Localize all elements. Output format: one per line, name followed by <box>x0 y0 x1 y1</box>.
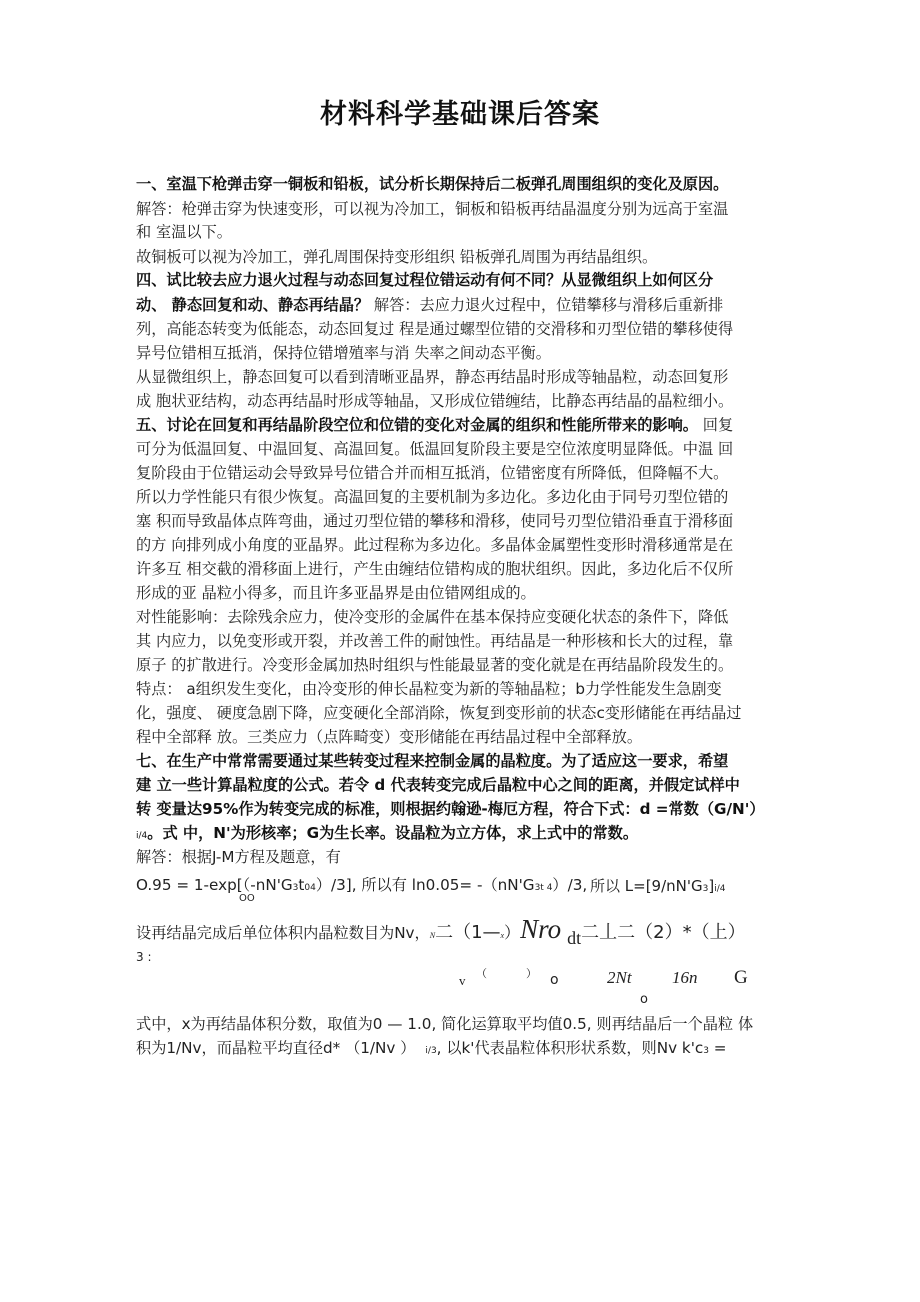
formula-subscript: 3 <box>703 1046 709 1056</box>
formula-subscript: x <box>500 931 505 940</box>
formula-text: t <box>298 876 305 894</box>
answer-line: 可分为低温回复、中温回复、高温回复。低温回复阶段主要是空位浓度明显降低。中温 回 <box>136 440 734 458</box>
answer-line: 所以力学性能只有很少恢复。高温回复的主要机制为多边化。多边化由于同号刃型位错的 <box>136 488 729 506</box>
formula-subscript: 3 <box>702 884 709 894</box>
formula-fragment: 16n <box>672 968 698 987</box>
question-7: 建 立一些计算晶粒度的公式。若令 d 代表转变完成后晶粒中心之间的距离，并假定试样中 <box>136 776 740 794</box>
formula-continuation: 3 : <box>136 950 152 964</box>
answer-line: 化，强度、 硬度急剧下降，应变硬化全部消除，恢复到变形前的状态c变形储能在再结晶过 <box>136 704 742 722</box>
question-5-line <box>136 415 733 435</box>
formula-text: = <box>708 1039 727 1057</box>
question-1: 一、室温下枪弹击穿一铜板和铅板，试分析长期保持后二板弹孔周围组织的变化及原因。 <box>136 175 729 193</box>
answer-line: 程中全部释 放。三类应力（点阵畸变）变形储能在再结晶过程中全部释放。 <box>136 728 643 746</box>
formula-large-symbol: Nro <box>520 914 562 944</box>
question-7: 转 变量达95%作为转变完成的标准，则根据约翰逊-梅厄方程，符合下式：d =常数（G/N'） <box>136 800 765 818</box>
answer-line: 异号位错相互抵消，保持位错增殖率与消 失率之间动态平衡。 <box>136 344 551 362</box>
answer-line: 许多互 相交截的滑移面上进行，产生由缠结位错构成的胞状组织。因此，多边化后不仅所 <box>136 560 734 578</box>
formula-subscript: N <box>429 931 436 940</box>
answer-line: 故铜板可以视为冷加工，弹孔周围保持变形组织 铅板弹孔周围为再结晶组织。 <box>136 248 658 266</box>
answer-line: 从显微组织上，静态回复可以看到清晰亚晶界，静态再结晶时形成等轴晶粒，动态回复形 <box>136 368 729 386</box>
formula-jm-equation <box>136 875 587 898</box>
answer-line: 特点： a组织发生变化，由冷变形的伸长晶粒变为新的等轴晶粒；b力学性能发生急剧变 <box>136 680 722 698</box>
answer-line: 式中，x为再结晶体积分数，取值为0 — 1.0, 简化运算取平均值0.5, 则再结晶后一个晶粒 体 <box>136 1015 754 1033</box>
question-7: 七、在生产中常常需要通过某些转变过程来控制金属的晶粒度。为了适应这一要求，希望 <box>136 752 729 770</box>
answer-line: 形成的亚 晶粒小得多，而且许多亚晶界是由位错网组成的。 <box>136 584 536 602</box>
answer-start: 解答：去应力退火过程中，位错攀移与滑移后重新排 <box>369 296 724 314</box>
answer-line: 成 胞状亚结构，动态再结晶时形成等轴晶，又形成位错缠结，比静态再结晶的晶粒细小。 <box>136 392 734 410</box>
formula-result <box>590 875 725 896</box>
exponent-subscript: i/4 <box>136 831 148 841</box>
formula-text: ）/3], 所以有 ln0.05= -（nN'G <box>315 876 535 894</box>
question-7-text: 。式 中，N'为形核率；G为生长率。设晶粒为立方体，求上式中的常数。 <box>147 824 639 842</box>
answer-line-last <box>136 1038 727 1061</box>
formula-text: 所以 L=[9/nN'G <box>590 877 703 895</box>
question-5: 五、讨论在回复和再结晶阶段空位和位错的变化对金属的组织和性能所带来的影响。 <box>136 416 698 434</box>
answer-line: 和 室温以下。 <box>136 223 232 241</box>
answer-line: 的方 向排列成小角度的亚晶界。此过程称为多边化。多晶体金属塑性变形时滑移通常是在 <box>136 536 734 554</box>
formula-text: 设再结晶完成后单位体积内晶粒数目为Nv， <box>136 924 430 942</box>
formula-fragment: 2Nt <box>607 968 632 987</box>
answer-line: 其 内应力，以免变形或开裂，并改善工件的耐蚀性。再结晶是一种形核和长大的过程，靠 <box>136 632 734 650</box>
question-4: 四、试比较去应力退火过程与动态回复过程位错运动有何不同？从显微组织上如何区分 <box>136 271 714 289</box>
formula-text: ） <box>504 923 521 942</box>
answer-line: 列，高能态转变为低能态，动态回复过 程是通过螺型位错的交滑移和刃型位错的攀移使得 <box>136 320 734 338</box>
answer-line: 对性能影响：去除残余应力，使冷变形的金属件在基本保持应变硬化状态的条件下，降低 <box>136 608 729 626</box>
formula-subscript: i/3 <box>425 1046 437 1056</box>
formula-text: 积为1/Nv，而晶粒平均直径d* （1/Nv ） <box>136 1039 416 1057</box>
document-title: 材料科学基础课后答案 <box>320 99 600 130</box>
question-4-text: 动、 静态回复和动、静态再结晶？ <box>136 296 370 314</box>
formula-text: 二丄二（2）*（上） <box>581 922 746 943</box>
formula-fragment: ） <box>526 967 537 980</box>
formula-text: , 以k'代表晶粒体积形状系数，则Nv k'c <box>436 1039 704 1057</box>
formula-subscript: 3t 4 <box>534 883 553 893</box>
formula-fragment: v <box>459 973 466 988</box>
formula-nv <box>136 915 746 952</box>
question-7-line4 <box>136 823 638 846</box>
formula-text: 二（1— <box>435 922 501 943</box>
formula-fragment: o <box>550 972 559 988</box>
formula-text: dt <box>567 928 582 948</box>
formula-fragment: （ <box>476 967 487 980</box>
formula-fragment: o <box>640 992 648 1007</box>
formula-text: O.95 = 1-exp[（-nN'G <box>136 876 293 894</box>
formula-subscript: i/4 <box>714 884 726 894</box>
formula-text: ] <box>708 877 715 895</box>
answer-line: 原子 的扩散进行。冷变形金属加热时组织与性能最显著的变化就是在再结晶阶段发生的。 <box>136 656 734 674</box>
formula-subscript: 04 <box>304 883 316 893</box>
formula-subscript: 3 <box>292 883 299 893</box>
answer-line: 塞 积而导致晶体点阵弯曲，通过刃型位错的攀移和滑移，使同号刃型位错沿垂直于滑移面 <box>136 512 734 530</box>
formula-under-mark: OO <box>239 893 255 904</box>
answer-start: 回复 <box>697 416 734 434</box>
formula-fragment: G <box>734 967 748 988</box>
question-4-line2 <box>136 295 723 315</box>
answer-intro: 解答：根据J-M方程及题意，有 <box>136 848 341 866</box>
answer-line: 解答：枪弹击穿为快速变形，可以视为冷加工，铜板和铅板再结晶温度分别为远高于室温 <box>136 200 729 218</box>
formula-text: ）/3, <box>552 876 588 894</box>
answer-line: 复阶段由于位错运动会导致异号位错合并而相互抵消，位错密度有所降低，但降幅不大。 <box>136 464 729 482</box>
